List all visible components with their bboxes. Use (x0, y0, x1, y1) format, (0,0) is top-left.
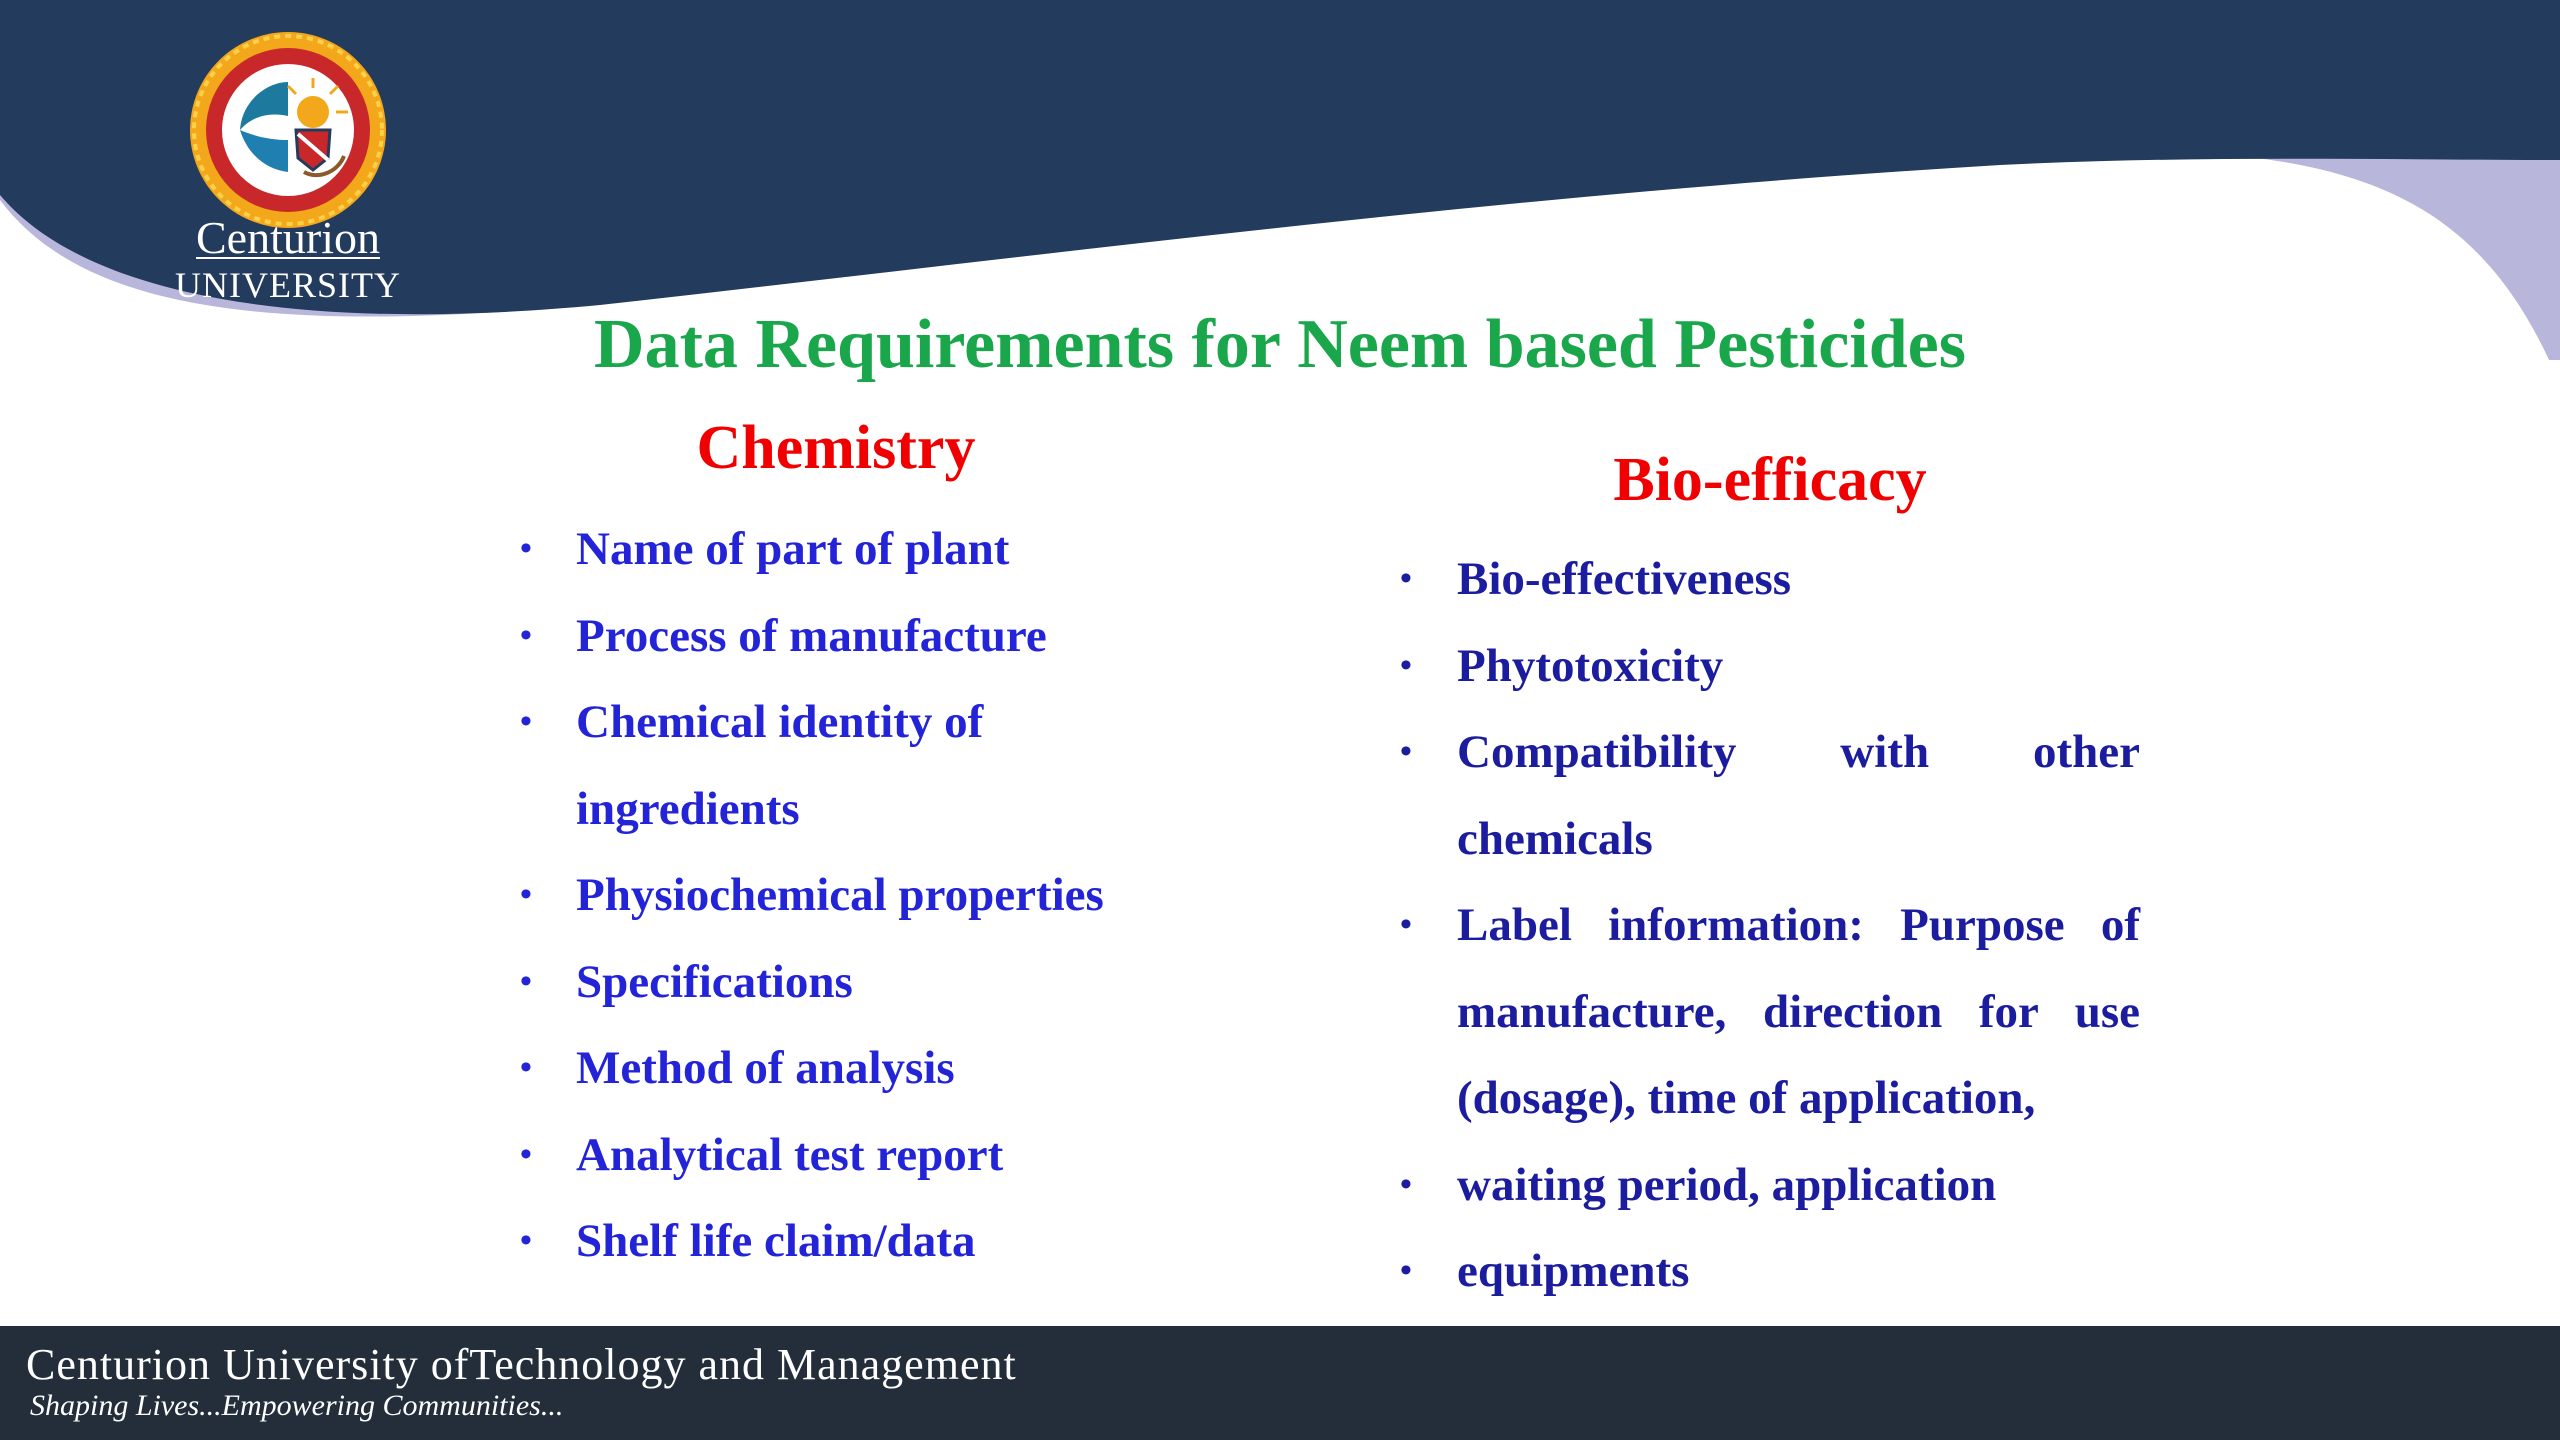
bullet-icon: • (1400, 733, 1412, 770)
bullet-icon: • (520, 1049, 532, 1086)
list-item: • Bio-effectiveness (1400, 536, 2140, 623)
bullet-icon: • (520, 1222, 532, 1259)
bullet-icon: • (1400, 1165, 1412, 1203)
slide-title: Data Requirements for Neem based Pesticides (594, 306, 1966, 383)
list-item: • Physiochemical properties (520, 852, 1220, 939)
list-item: • Shelf life claim/data (520, 1198, 1220, 1285)
bioefficacy-list (1400, 536, 2140, 1315)
bullet-icon: • (1400, 906, 1412, 943)
chemistry-list (520, 506, 1220, 1285)
bullet-icon: • (520, 530, 532, 567)
list-item: • Phytotoxicity (1400, 623, 2140, 710)
list-item: • Process of manufacture (520, 593, 1220, 680)
university-seal-icon (178, 30, 398, 230)
bullet-icon: • (1400, 560, 1412, 597)
bullet-icon: • (520, 1135, 532, 1173)
bullet-icon: • (1400, 646, 1412, 684)
bullet-icon: • (520, 703, 532, 740)
bullet-icon: • (1400, 1252, 1412, 1289)
bioefficacy-heading: Bio-efficacy (1613, 446, 1927, 514)
bullet-icon: • (520, 616, 532, 654)
logo-subtitle: UNIVERSITY (175, 265, 401, 305)
chemistry-heading: Chemistry (696, 414, 976, 482)
list-item: • Analytical test report (520, 1112, 1220, 1199)
list-item: • Specifications (520, 939, 1220, 1026)
footer-tagline: Shaping Lives...Empowering Communities... (30, 1389, 564, 1422)
bullet-icon: • (520, 962, 532, 1000)
logo-name: Centurion (196, 212, 380, 263)
list-item: • Name of part of plant (520, 506, 1220, 593)
list-item: • equipments (1400, 1228, 2140, 1315)
footer-bar (0, 1326, 2560, 1440)
list-item: • Method of analysis (520, 1025, 1220, 1112)
bullet-icon: • (520, 876, 532, 913)
list-item: • Chemical identity of ingredients (520, 679, 1006, 852)
list-item: • waiting period, application (1400, 1142, 2140, 1229)
list-item: • Label information: Purpose of manufacture, direction for use (dosage), time of application, (1400, 882, 2140, 1142)
list-item: • Compatibility with other chemicals (1400, 709, 2140, 882)
footer-university-name: Centurion University ofTechnology and Management (26, 1340, 1017, 1389)
